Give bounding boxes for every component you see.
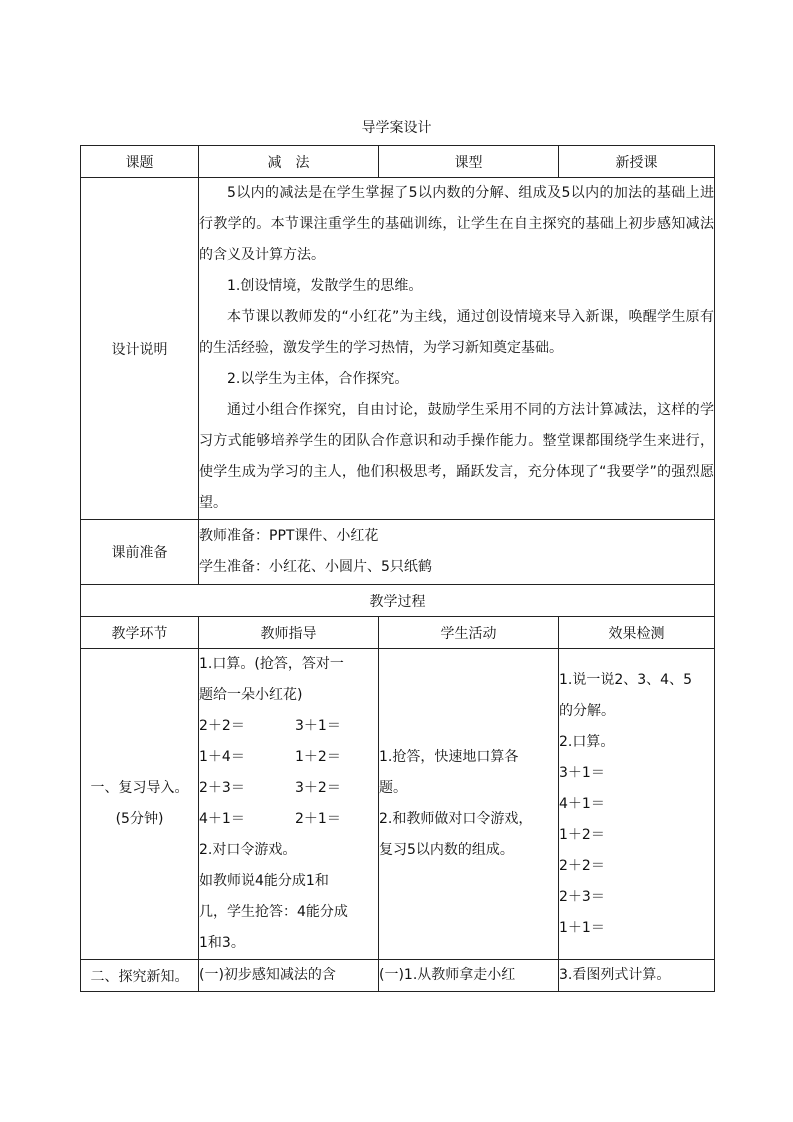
process-title-row — [81, 585, 715, 617]
teacher-guidance-explore: (一)初步感知减法的含 — [199, 960, 379, 992]
stage-explore: 二、探究新知。 — [81, 960, 199, 992]
calc-item: 2＋1＝ — [295, 811, 341, 827]
student-activity-explore: (一)1.从教师拿走小红 — [379, 960, 559, 992]
teacher-line: 题给一朵小红花) — [199, 687, 303, 703]
effect-check — [559, 649, 715, 960]
section-review-row — [81, 649, 715, 960]
design-paragraph: 通过小组合作探究，自由讨论，鼓励学生采用不同的方法计算减法，这样的学习方式能够培养学生的团队合作意识和动手操作能力。整堂课都围绕学生来进行，使学生成为学习的主人，他们积极思考，踊跃发言，充分体现了“我要学”的强烈愿望。 — [199, 402, 714, 511]
design-paragraph: 5以内的减法是在学生掌握了5以内数的分解、组成及5以内的加法的基础上进行教学的。本节课注重学生的基础训练，让学生在自主探究的基础上初步感知减法的含义及计算方法。 — [199, 185, 714, 263]
student-line: 1.抢答，快速地口算各 — [379, 749, 519, 765]
type-label: 课型 — [379, 146, 559, 178]
effect-check-explore: 3.看图列式计算。 — [559, 960, 715, 992]
header-row — [81, 146, 715, 178]
stage-title: 一、复习导入。 — [90, 780, 189, 796]
check-line: 4＋1＝ — [559, 795, 605, 812]
topic-label: 课题 — [81, 146, 199, 178]
document-title: 导学案设计 — [361, 120, 432, 136]
check-line: 2＋3＝ — [559, 888, 605, 905]
column-header-row — [81, 617, 715, 649]
design-row — [81, 178, 715, 520]
calc-item: 4＋1＝ — [199, 811, 245, 827]
design-paragraph: 2.以学生为主体，合作探究。 — [227, 371, 409, 387]
design-label: 设计说明 — [81, 178, 199, 520]
check-line: 1＋1＝ — [559, 919, 605, 936]
stage-review — [81, 649, 199, 960]
topic-value: 减 法 — [199, 146, 379, 178]
calc-item: 1＋4＝ — [199, 749, 245, 765]
student-line: 题。 — [379, 780, 407, 796]
type-value: 新授课 — [559, 146, 715, 178]
column-header: 教师指导 — [199, 617, 379, 649]
teacher-prep: 教师准备：PPT课件、小红花 — [199, 528, 379, 544]
calc-row — [199, 804, 378, 835]
student-line: 2.和教师做对口令游戏， — [379, 811, 533, 827]
process-title: 教学过程 — [81, 585, 715, 617]
teacher-line: 几，学生抢答：4能分成 — [199, 904, 348, 920]
calc-row — [199, 773, 378, 804]
teacher-line: 如教师说4能分成1和 — [199, 873, 329, 889]
calc-row — [199, 711, 378, 742]
teacher-guidance — [199, 649, 379, 960]
design-paragraph: 本节课以教师发的“小红花”为主线，通过创设情境来导入新课，唤醒学生原有的生活经验，激发学生的学习热情，为学习新知奠定基础。 — [199, 309, 714, 356]
check-line: 3＋1＝ — [559, 764, 605, 781]
calc-row — [199, 742, 378, 773]
teacher-line: 2.对口令游戏。 — [199, 842, 297, 858]
teacher-line: 1和3。 — [199, 935, 245, 951]
calc-item: 3＋1＝ — [295, 718, 341, 734]
student-activity — [379, 649, 559, 960]
column-header: 效果检测 — [559, 617, 715, 649]
calc-item: 3＋2＝ — [295, 780, 341, 796]
prep-label: 课前准备 — [81, 520, 199, 585]
prep-content — [199, 520, 715, 585]
stage-duration: (5分钟) — [115, 811, 164, 827]
check-line: 的分解。 — [559, 702, 615, 719]
check-line: 1.说一说2、3、4、5 — [559, 671, 692, 688]
design-paragraph: 1.创设情境，发散学生的思维。 — [227, 278, 423, 294]
teacher-line: 1.口算。(抢答，答对一 — [199, 656, 344, 672]
check-line: 1＋2＝ — [559, 826, 605, 843]
column-header: 学生活动 — [379, 617, 559, 649]
calc-item: 1＋2＝ — [295, 749, 341, 765]
lesson-plan-table — [80, 145, 715, 992]
column-header: 教学环节 — [81, 617, 199, 649]
student-prep: 学生准备：小红花、小圆片、5只纸鹤 — [199, 559, 432, 575]
check-line: 2＋2＝ — [559, 857, 605, 874]
prep-row — [81, 520, 715, 585]
check-line: 2.口算。 — [559, 733, 615, 750]
section-explore-row — [81, 960, 715, 992]
student-line: 复习5以内数的组成。 — [379, 842, 514, 858]
calc-item: 2＋2＝ — [199, 718, 245, 734]
calc-item: 2＋3＝ — [199, 780, 245, 796]
design-content — [199, 178, 715, 520]
